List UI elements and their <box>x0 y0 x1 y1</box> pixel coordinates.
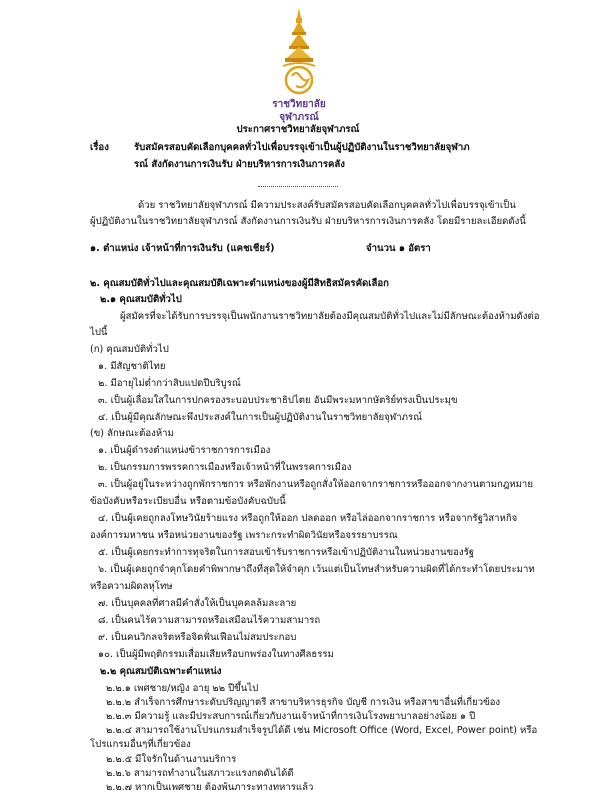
section21-desc2: ไปนี้ <box>90 327 108 338</box>
list-item: ๒.๒.๗ หากเป็นเพศชาย ต้องพ้นภาระทางทหารแล้ว <box>106 781 314 793</box>
section21-title: ๒.๑ คุณสมบัติทั่วไป <box>100 294 182 305</box>
list-item: ๗. เป็นบุคคลที่ศาลมีคำสั่งให้เป็นบุคคลล้มละลาย <box>98 598 297 609</box>
list-item-continued: องค์การมหาชน หรือหน่วยงานของรัฐ เพราะกระทำผิดวินัยหรือจรรยาบรรณ <box>90 530 398 541</box>
subsection-ka: (ก) คุณสมบัติทั่วไป <box>90 344 169 355</box>
list-item: ๒. มีอายุไม่ต่ำกว่าสิบแปดปีบริบูรณ์ <box>98 378 241 389</box>
list-item-continued: ข้อบังคับหรือระเบียบอื่น หรือตามข้อบังคับฉบับนี้ <box>90 496 286 507</box>
list-item: ๕. เป็นผู้เคยกระทำการทุจริตในการสอบเข้ารับราชการหรือเข้าปฏิบัติงานในหน่วยงานของรัฐ <box>98 547 475 558</box>
list-item: ๒.๒.๒ สำเร็จการศึกษาระดับปริญญาตรี สาขาบริหารธุรกิจ บัญชี การเงิน หรือสาขาอื่นที่เกี่ยวข้อง <box>106 697 501 709</box>
list-item: ๒.๒.๔ สามารถใช้งานโปรแกรมสำเร็จรูปได้ดี เช่น Microsoft Office (Word, Excel, Power point) หรือ <box>106 725 538 737</box>
section21-desc1: ผู้สมัครที่จะได้รับการบรรจุเป็นพนักงานราชวิทยาลัยต้องมีคุณสมบัติทั่วไปและไม่มีลักษณะต้องห้ามดังต่อ <box>120 311 540 322</box>
list-item: ๒.๒.๑ เพศชาย/หญิง อายุ ๒๒ ปีขึ้นไป <box>106 683 259 694</box>
list-item: ๘. เป็นคนไร้ความสามารถหรือเสมือนไร้ความสามารถ <box>98 615 321 626</box>
list-item: ๒. เป็นกรรมการพรรคการเมืองหรือเจ้าหน้าที่ในพรรคการเมือง <box>98 462 352 473</box>
logo-name-line1: ราชวิทยาลัย <box>272 99 326 110</box>
subject-line2: รณ์ สังกัดงานการเงินรับ ฝ่ายบริหารการเงินการคลัง <box>134 159 345 170</box>
subsection-kha: (ข) ลักษณะต้องห้าม <box>90 428 174 439</box>
list-item: ๑. เป็นผู้ดำรงตำแหน่งข้าราชการการเมือง <box>98 445 271 456</box>
list-item: ๖. เป็นผู้เคยถูกจำคุกโดยคำพิพากษาถึงที่สุดให้จำคุก เว้นแต่เป็นโทษสำหรับความผิดที่ได้กระทำโดยประมาท <box>98 564 535 575</box>
university-logo <box>264 6 334 126</box>
subject-label: เรื่อง <box>90 142 109 153</box>
subject-line1: รับสมัครสอบคัดเลือกบุคคลทั่วไปเพื่อบรรจุเข้าเป็นผู้ปฏิบัติงานในราชวิทยาลัยจุฬาภ <box>134 142 470 153</box>
announcement-title: ประกาศราชวิทยาลัยจุฬาภรณ์ <box>236 124 360 135</box>
logo-name-line2: จุฬาภรณ์ <box>279 112 319 123</box>
list-item-continued: หรือความผิดลหุโทษ <box>90 581 173 592</box>
list-item-continued: โปรแกรมอื่นๆที่เกี่ยวข้อง <box>90 739 191 751</box>
divider <box>258 186 338 187</box>
intro-line2: ผู้ปฏิบัติงานในราชวิทยาลัยจุฬาภรณ์ สังกัดงานการเงินรับ ฝ่ายบริหารการเงินการคลัง โดยมีรายละเอียดดังนี้ <box>90 216 526 227</box>
list-item: ๔. เป็นผู้มีคุณลักษณะพึงประสงค์ในการเป็นผู้ปฏิบัติงานในราชวิทยาลัยจุฬาภรณ์ <box>98 412 423 423</box>
list-item: ๓. เป็นผู้เลื่อมใสในการปกครองระบอบประชาธิปไตย อันมีพระมหากษัตริย์ทรงเป็นประมุข <box>98 395 458 406</box>
intro-line1: ด้วย ราชวิทยาลัยจุฬาภรณ์ มีความประสงค์รับสมัครสอบคัดเลือกบุคคลทั่วไปเพื่อบรรจุเข้าเป็น <box>138 200 516 211</box>
section22-title: ๒.๒ คุณสมบัติเฉพาะตำแหน่ง <box>100 666 222 677</box>
list-item: ๑๐. เป็นผู้มีพฤติกรรมเสื่อมเสียหรือบกพร่องในทางศีลธรรม <box>98 649 334 660</box>
list-item: ๓. เป็นผู้อยู่ในระหว่างถูกพักราชการ หรือพักงานหรือถูกสั่งให้ออกจากราชการหรือออกจากงานตามกฎหมาย <box>98 479 533 490</box>
list-item: ๒.๒.๓ มีความรู้ และมีประสบการณ์เกี่ยวกับงานเจ้าหน้าที่การเงินโรงพยาบาลอย่างน้อย ๑ ปี <box>106 711 476 723</box>
position-label: ๑. ตำแหน่ง เจ้าหน้าที่การเงินรับ (แคชเชียร์) <box>90 243 275 254</box>
list-item: ๒.๒.๕ มีใจรักในด้านงานบริการ <box>106 753 237 765</box>
list-item: ๙. เป็นคนวิกลจริตหรือจิตฟั่นเฟือนไม่สมประกอบ <box>98 632 297 643</box>
list-item: ๒.๒.๖ สามารถทำงานในสภาวะแรงกดดันได้ดี <box>106 767 294 779</box>
list-item: ๔. เป็นผู้เคยถูกลงโทษวินัยร้ายแรง หรือถูกให้ออก ปลดออก หรือไล่ออกจากราชการ หรือจากรัฐวิสาหกิจ <box>98 513 518 524</box>
list-item: ๑. มีสัญชาติไทย <box>98 361 166 372</box>
position-count: จำนวน ๑ อัตรา <box>366 243 431 254</box>
crown-emblem-icon <box>274 6 324 98</box>
section2-title: ๒. คุณสมบัติทั่วไปและคุณสมบัติเฉพาะตำแหน่งของผู้มีสิทธิสมัครคัดเลือก <box>90 278 389 289</box>
